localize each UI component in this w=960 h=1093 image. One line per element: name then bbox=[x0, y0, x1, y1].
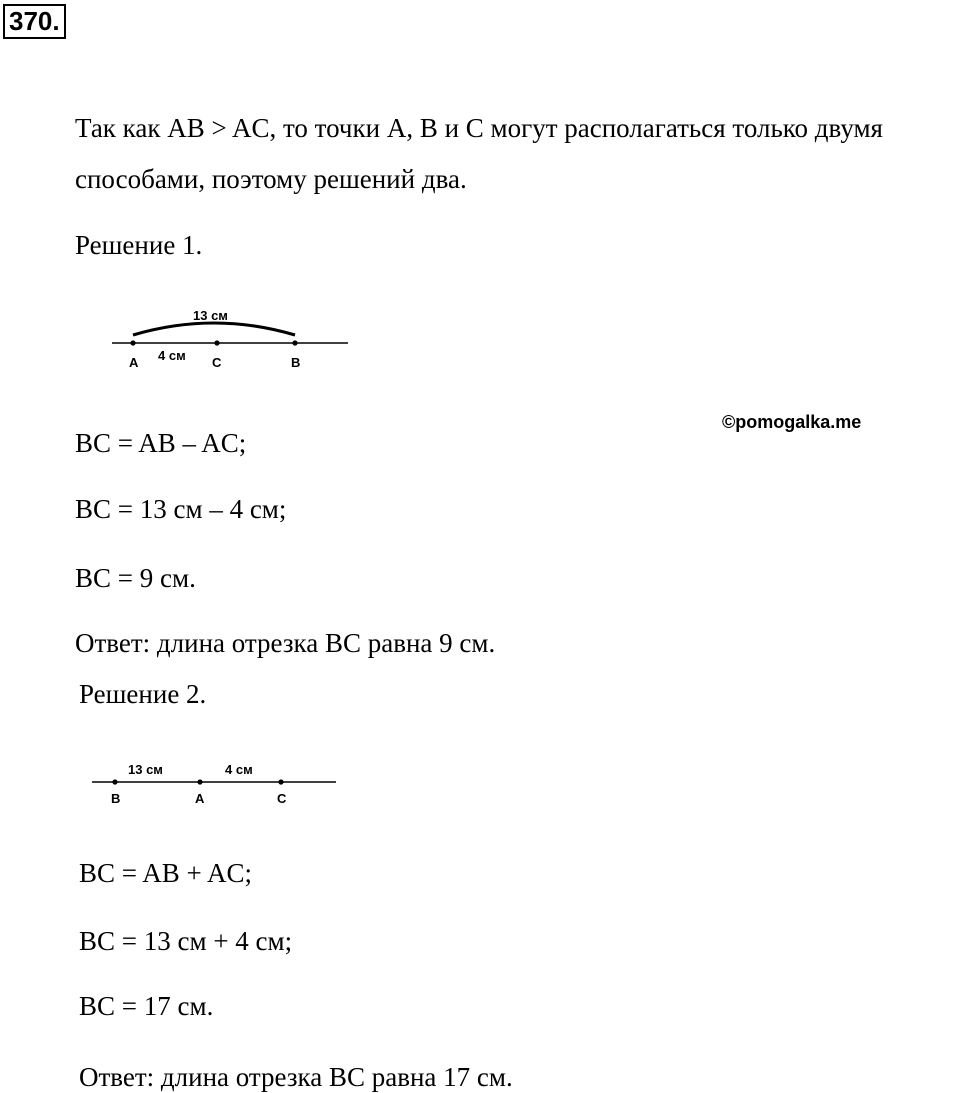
solution-1-equation-3: BC = 9 см. bbox=[75, 563, 196, 593]
solution-1-point-a-label: A bbox=[129, 355, 139, 370]
solution-1-segment-label: 4 см bbox=[158, 348, 186, 363]
solution-2-point-a-dot bbox=[197, 779, 202, 784]
solution-2-equation-2: BC = 13 см + 4 см; bbox=[79, 926, 293, 956]
solution-1-arc-ab bbox=[133, 323, 295, 335]
solution-2-right-label: 4 см bbox=[225, 762, 253, 777]
solution-2-left-label: 13 см bbox=[128, 762, 163, 777]
solution-1-point-c-dot bbox=[214, 340, 219, 345]
solution-2-point-b-label: B bbox=[111, 791, 121, 806]
solution-1-point-b-dot bbox=[292, 340, 297, 345]
intro-line-2: способами, поэтому решений два. bbox=[75, 164, 467, 194]
solution-1-equation-1: BC = AB – AC; bbox=[75, 428, 247, 458]
solution-2-heading: Решение 2. bbox=[79, 679, 207, 709]
intro-line-1: Так как AB > AC, то точки A, B и C могут располагаться только двумя bbox=[75, 113, 883, 143]
solution-1-point-b-label: B bbox=[291, 355, 301, 370]
problem-number: 370. bbox=[3, 4, 66, 39]
solution-1-total-label: 13 см bbox=[193, 308, 228, 323]
solution-2-point-b-dot bbox=[112, 779, 117, 784]
solution-2-point-c-label: C bbox=[277, 791, 287, 806]
solution-2-equation-3: BC = 17 см. bbox=[79, 991, 214, 1021]
solution-2-point-a-label: A bbox=[195, 791, 205, 806]
solution-1-answer: Ответ: длина отрезка BC равна 9 см. bbox=[75, 628, 496, 658]
solution-2-equation-1: BC = AB + AC; bbox=[79, 858, 253, 888]
solution-1-heading: Решение 1. bbox=[75, 230, 203, 260]
solution-2-point-c-dot bbox=[278, 779, 283, 784]
watermark: ©pomogalka.me bbox=[722, 412, 862, 432]
solution-2-answer: Ответ: длина отрезка BC равна 17 см. bbox=[79, 1062, 513, 1092]
solution-1-point-c-label: C bbox=[212, 355, 222, 370]
solution-1-point-a-dot bbox=[130, 340, 135, 345]
solution-1-equation-2: BC = 13 см – 4 см; bbox=[75, 494, 287, 524]
